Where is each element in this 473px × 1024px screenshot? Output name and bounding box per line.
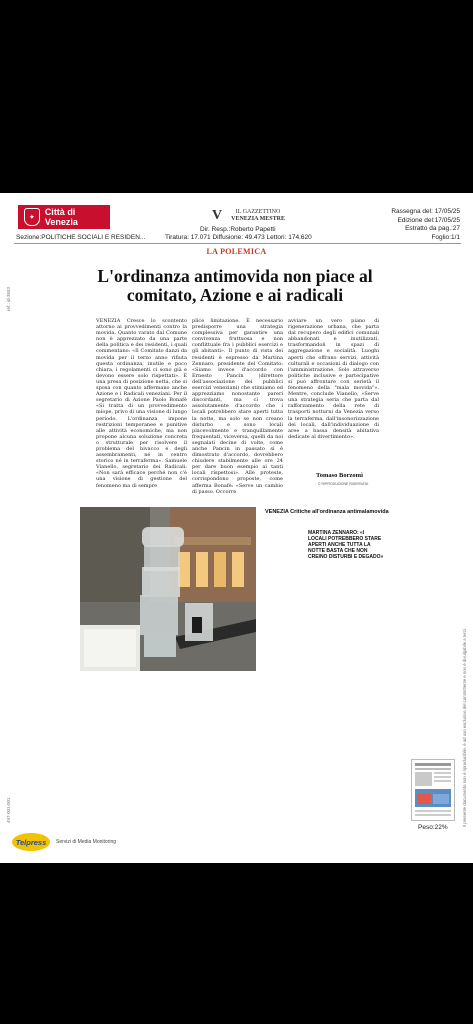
press-clipping-page: [0, 193, 473, 863]
masthead-v-icon: V: [212, 208, 223, 223]
article-title: L'ordinanza antimovida non piace al comitato, Azione e ai radicali: [97, 266, 373, 305]
stats-line: Tiratura: 17.071 Diffusione: 49.473 Lettori: 174.620: [165, 234, 312, 241]
article-column-1: VENEZIA Cresce lo scontento attorno ai provvedimenti contro la movida. Quanto varato dal Comune non è apprezzato da una parte della politica e dei residenti, i quali commentano: «Il Comitato danzi da movida per il terzo anno rifiuta questa ordinanza, inutile e poco chiara, i regolamenti ci sono già e devono essere solo rispettati». È una presa di posizione netta, che si sposa con quanto affermano anche Azione e i Radicali veneziani. Per il segretario di Azione Paolo Bonafè «Si tratta di un provvedimento miope, privo di una visione di lungo periodo. L'ordinanza impone restrizioni temporanee e punitive alle attività economiche, ma non propone alcuna soluzione concreta o strutturale per risolvere il problema del bivacco e degli assembramenti, né in centro storico né in terraferma». Samuele Vianello, segretario dei Radicali: «Non sarà efficace perché non c'è una visione di gestione del fenomeno ma di sempre: [96, 318, 187, 489]
citta-di-venezia-logo: [18, 205, 110, 229]
masthead-line1: IL GAZZETTINO: [235, 209, 281, 215]
page-thumbnail: [411, 759, 455, 821]
clipping-meta: [391, 208, 460, 242]
estratto-page: Estratto da pag.:27: [405, 225, 460, 232]
thumbnail-illustration: [412, 760, 454, 820]
disclaimer-vertical: Il presente documento non è riproducibile, è ad uso esclusivo del committente e non è divulgabile a terzi.: [462, 627, 467, 827]
article-photo: [80, 507, 256, 671]
pull-quote: MARTINA ZENNARO: «I LOCALI POTREBBERO STARE APERTI ANCHE TUTTA LA NOTTE BASTA CHE NON CREINO DISTURBI E DEGADO»: [308, 530, 384, 560]
crest-icon: ✦: [24, 208, 40, 226]
masthead-line2: VENEZIA MESTRE: [231, 216, 285, 222]
logo-text: Città di Venezia: [44, 207, 78, 227]
edizione-date: Edizione del:17/05/25: [397, 216, 460, 224]
photo-caption: VENEZIA Critiche all'ordinanza antimalamovida: [265, 509, 389, 515]
peso-value: Peso:22%: [418, 824, 448, 831]
director-line: Dir. Resp.:Roberto Papetti: [200, 226, 276, 233]
author-signature: Tomaso Borzomì: [316, 472, 363, 479]
article-column-3: avviare un vero piano di rigenerazione urbana, che parta dal recupero degli edifici comunali abbandonati e inutilizzati, trasformandoli in spazi di aggregazione e socialità. Luoghi aperti che offrano servizi, attività culturali e occasioni di dialogo con l'amministrazione. Solo attraverso politiche inclusive e partecipative si può affrontare con serietà il fenomeno della "mala movida"». Mentre, conclude Vianello, «Serve una strategia seria che parta dal rafforzamento della rete di trasporti notturni da Venezia verso la terraferma, dall'insonorizzazione dei locali, dall'individuazione di aree a bassa densità abitativa dedicate al divertimento».: [288, 318, 379, 440]
gazzettino-masthead: [212, 209, 292, 223]
rights-note: © RIPRODUZIONE RISERVATA: [318, 482, 369, 486]
article-kicker: LA POLEMICA: [206, 247, 267, 256]
telpress-logo: Telpress: [12, 833, 50, 851]
photo-illustration: [80, 507, 256, 671]
article-column-2: plice limitazione. È necessario predisporre una strategia complessiva per garantire una convivenza fruttuosa e non conflittuale fra i pubblici esercizi e gli abitanti». Il punto di vista dei residenti è espresso da Martina Zennaro, presidente del Comitato: «Siamo invece d'accordo con Ernesto Pancin (direttore dell'associazione dei pubblici esercizi veneziani) che stimiamo ed apprezziamo nonostante pareri discordanti, ma ci trova assolutamente d'accordo che i locali potrebbero stare aperti tutta la notte, ma solo se non creano disturbo e sono locali piacevolmente e tranquillamente frequentati, viceversa, quelli da noi segnalati decine di volte, come anche Pancin in passato si è dimostrato d'accordo, dovrebbero chiudere stabilmente alle ore 24 per dare buon esempio ai tanti locali rispettosi». Alle proteste, corrispondono proposte, come afferma Bonafè: «Serve un cambio di passo. Occorre: [192, 318, 283, 495]
foglio-count: Foglio:1/1: [431, 233, 460, 241]
section-line: Sezione:POLITICHE SOCIALI E RESIDEN...: [16, 234, 146, 241]
telpress-subtitle: Servizi di Media Monitoring: [56, 839, 117, 845]
ref-code-vertical: ref.: id-3653: [6, 286, 11, 311]
header-divider: [14, 243, 461, 244]
client-code-vertical: 497-001-001: [6, 797, 11, 823]
rassegna-date: Rassegna del: 17/05/25: [391, 208, 460, 215]
